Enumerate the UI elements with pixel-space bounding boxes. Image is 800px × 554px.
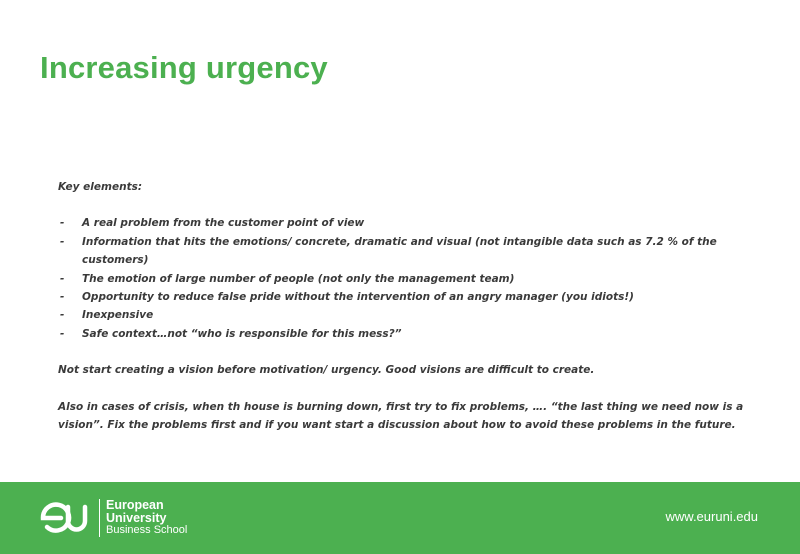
list-item [58,288,773,306]
logo-wordmark [106,499,187,537]
list-item-text: Opportunity to reduce false pride without the intervention of an angry manager (you idiots!) [82,291,634,304]
bullet-dash: - [60,272,65,285]
bullet-dash: - [60,327,65,340]
spacer [58,196,773,214]
logo-line-university: University [106,510,167,525]
list-item-text: The emotion of large number of people (not only the management team) [82,272,515,285]
spacer [58,380,773,398]
list-item-text: Safe context…not “who is responsible for this mess?” [82,327,402,340]
eu-logo-icon [37,497,95,539]
logo-line-european: European [106,498,164,512]
list-item-text: Inexpensive [82,309,154,322]
list-item [58,270,773,288]
website-url: www.euruni.edu [665,509,758,524]
key-elements-list [58,214,773,343]
slide-title: Increasing urgency [40,50,328,85]
footer-bar [0,482,800,554]
spacer [58,343,773,361]
vision-paragraph: Not start creating a vision before motivation/ urgency. Good visions are difficult to create. [58,364,595,377]
list-item-text: Information that hits the emotions/ concrete, dramatic and visual (not intangible data such as 7.2 % of the customers) [82,235,717,267]
list-item [58,325,773,343]
bullet-dash: - [60,291,65,304]
list-item [58,214,773,232]
bullet-dash: - [60,235,65,248]
list-item [58,233,773,270]
key-elements-heading: Key elements: [58,181,143,193]
list-item-text: A real problem from the customer point of view [82,217,365,230]
list-item [58,306,773,324]
crisis-paragraph: Also in cases of crisis, when th house is burning down, first try to fix problems, …. “the last thing we need now is a vision”. Fix the problems first and if you want start a discussion about how to avoid these problems in the future. [58,400,744,432]
bullet-dash: - [60,217,65,230]
eu-logo [37,497,237,539]
slide-content [58,178,773,434]
logo-line-business-school: Business School [106,524,188,536]
logo-divider [99,499,100,537]
bullet-dash: - [60,309,65,322]
